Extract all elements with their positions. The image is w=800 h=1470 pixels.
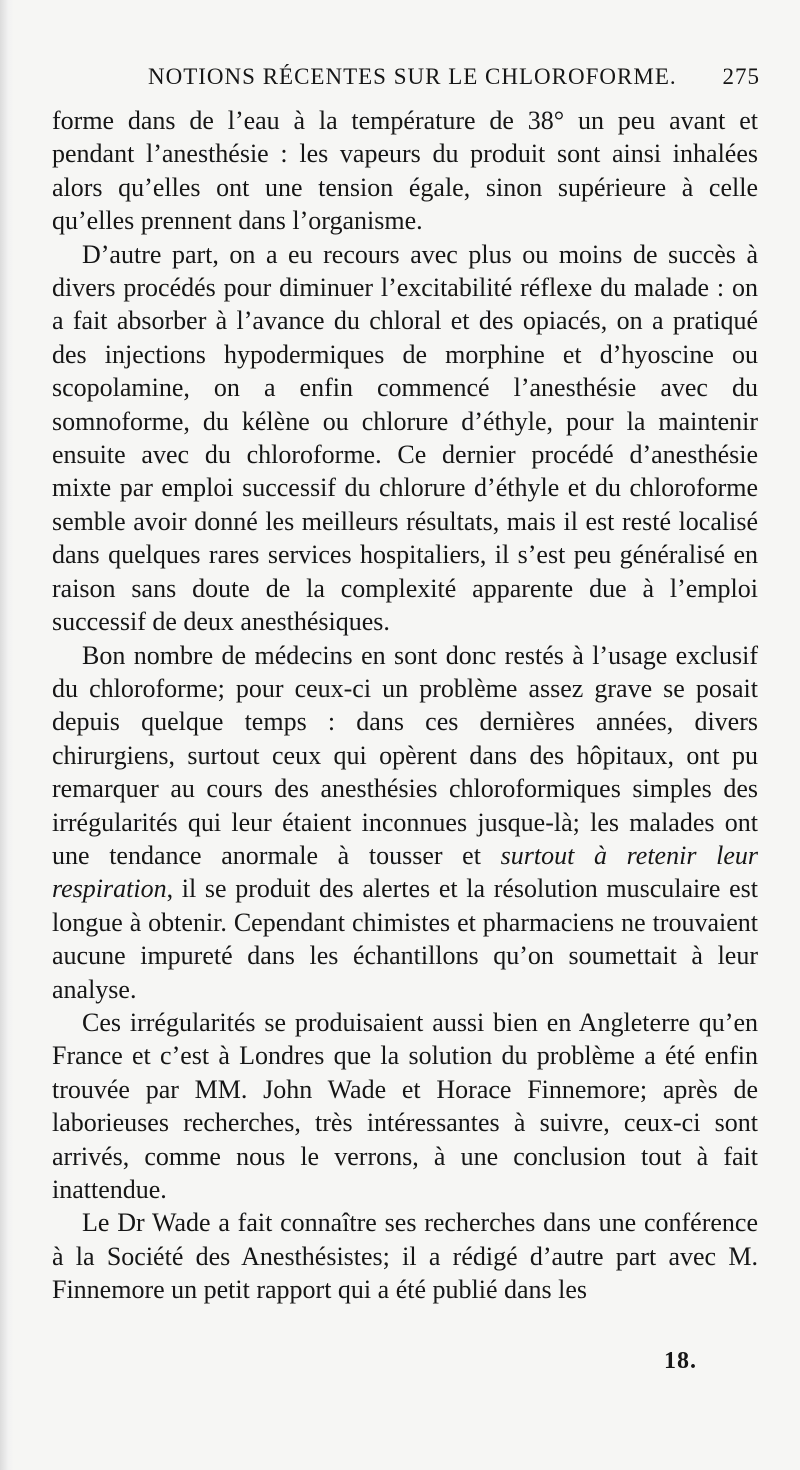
signature-mark: 18.	[664, 1348, 697, 1374]
running-title: NOTIONS RÉCENTES SUR LE CHLOROFORME.	[148, 64, 677, 89]
paragraph-3	[52, 639, 758, 1006]
paragraph-2-text: D’autre part, on a eu recours avec plus ou moins de succès à divers procédés pour diminuer l’excitabilité réflexe du malade : on a fait absorber à l’avance du chloral et des opiacés, on a pratiqué des injections hypodermiques de morphine et d’hyoscine ou scopolamine, on a enfin commencé l’anesthésie avec du somnoforme, du kélène ou chlorure d’éthyle, pour la maintenir ensuite avec du chloroforme. Ce dernier procédé d’anesthésie mixte par emploi successif du chlorure d’éthyle et du chloroforme semble avoir donné les meilleurs résultats, mais il est resté localisé dans quelques rares services hospitaliers, il s’est peu généralisé en raison sans doute de la complexité apparente due à l’emploi successif de deux anesthésiques.	[52, 239, 758, 637]
paragraph-5-text: Le Dr Wade a fait connaître ses recherches dans une conférence à la Société des Anesthésistes; il a rédigé d’autre part avec M. Finnemore un petit rapport qui a été publié dans les	[52, 1208, 758, 1305]
paragraph-5	[52, 1206, 758, 1306]
paragraph-1-text: forme dans de l’eau à la température de 38° un peu avant et pendant l’anesthésie : les vapeurs du produit sont ainsi inhalées alors qu’elles ont une tension égale, sinon supérieure à celle qu’elles prennent dans l’organisme.	[52, 106, 758, 236]
paragraph-3-text-end: , il se produit des alertes et la résolution musculaire est longue à obtenir. Cependant chimistes et pharmaciens ne trouvaient aucune impureté dans les échantillons qu’on soumettait à leur analyse.	[52, 874, 758, 1004]
paragraph-4-text: Ces irrégularités se produisaient aussi bien en Angleterre qu’en France et c’est à Londres que la solution du problème a été enfin trouvée par MM. John Wade et Horace Finnemore; après de laborieuses recherches, très intéressantes à suivre, ceux-ci sont arrivés, comme nous le verrons, à une conclusion tout à fait inattendue.	[52, 1007, 758, 1204]
body-text	[52, 104, 758, 1307]
page-header	[100, 64, 760, 98]
paragraph-3-text-start: Bon nombre de médecins en sont donc restés à l’usage exclusif du chloroforme; pour ceux-ci un problème assez grave se posait depuis quelque temps : dans ces dernières années, divers chirurgiens, surtout ceux qui opèrent dans des hôpitaux, ont pu remarquer au cours des anesthésies chloroformiques simples des irrégularités qui leur étaient inconnues jusque-là; les malades ont une tendance anormale à tousser et	[52, 640, 758, 870]
paragraph-4	[52, 1006, 758, 1206]
paragraph-2	[52, 238, 758, 639]
page-number: 275	[722, 64, 760, 89]
paragraph-1	[52, 104, 758, 238]
paragraph-3-italic: surtout à retenir leur respiration	[52, 840, 758, 904]
page-gutter-shadow	[0, 0, 14, 1470]
